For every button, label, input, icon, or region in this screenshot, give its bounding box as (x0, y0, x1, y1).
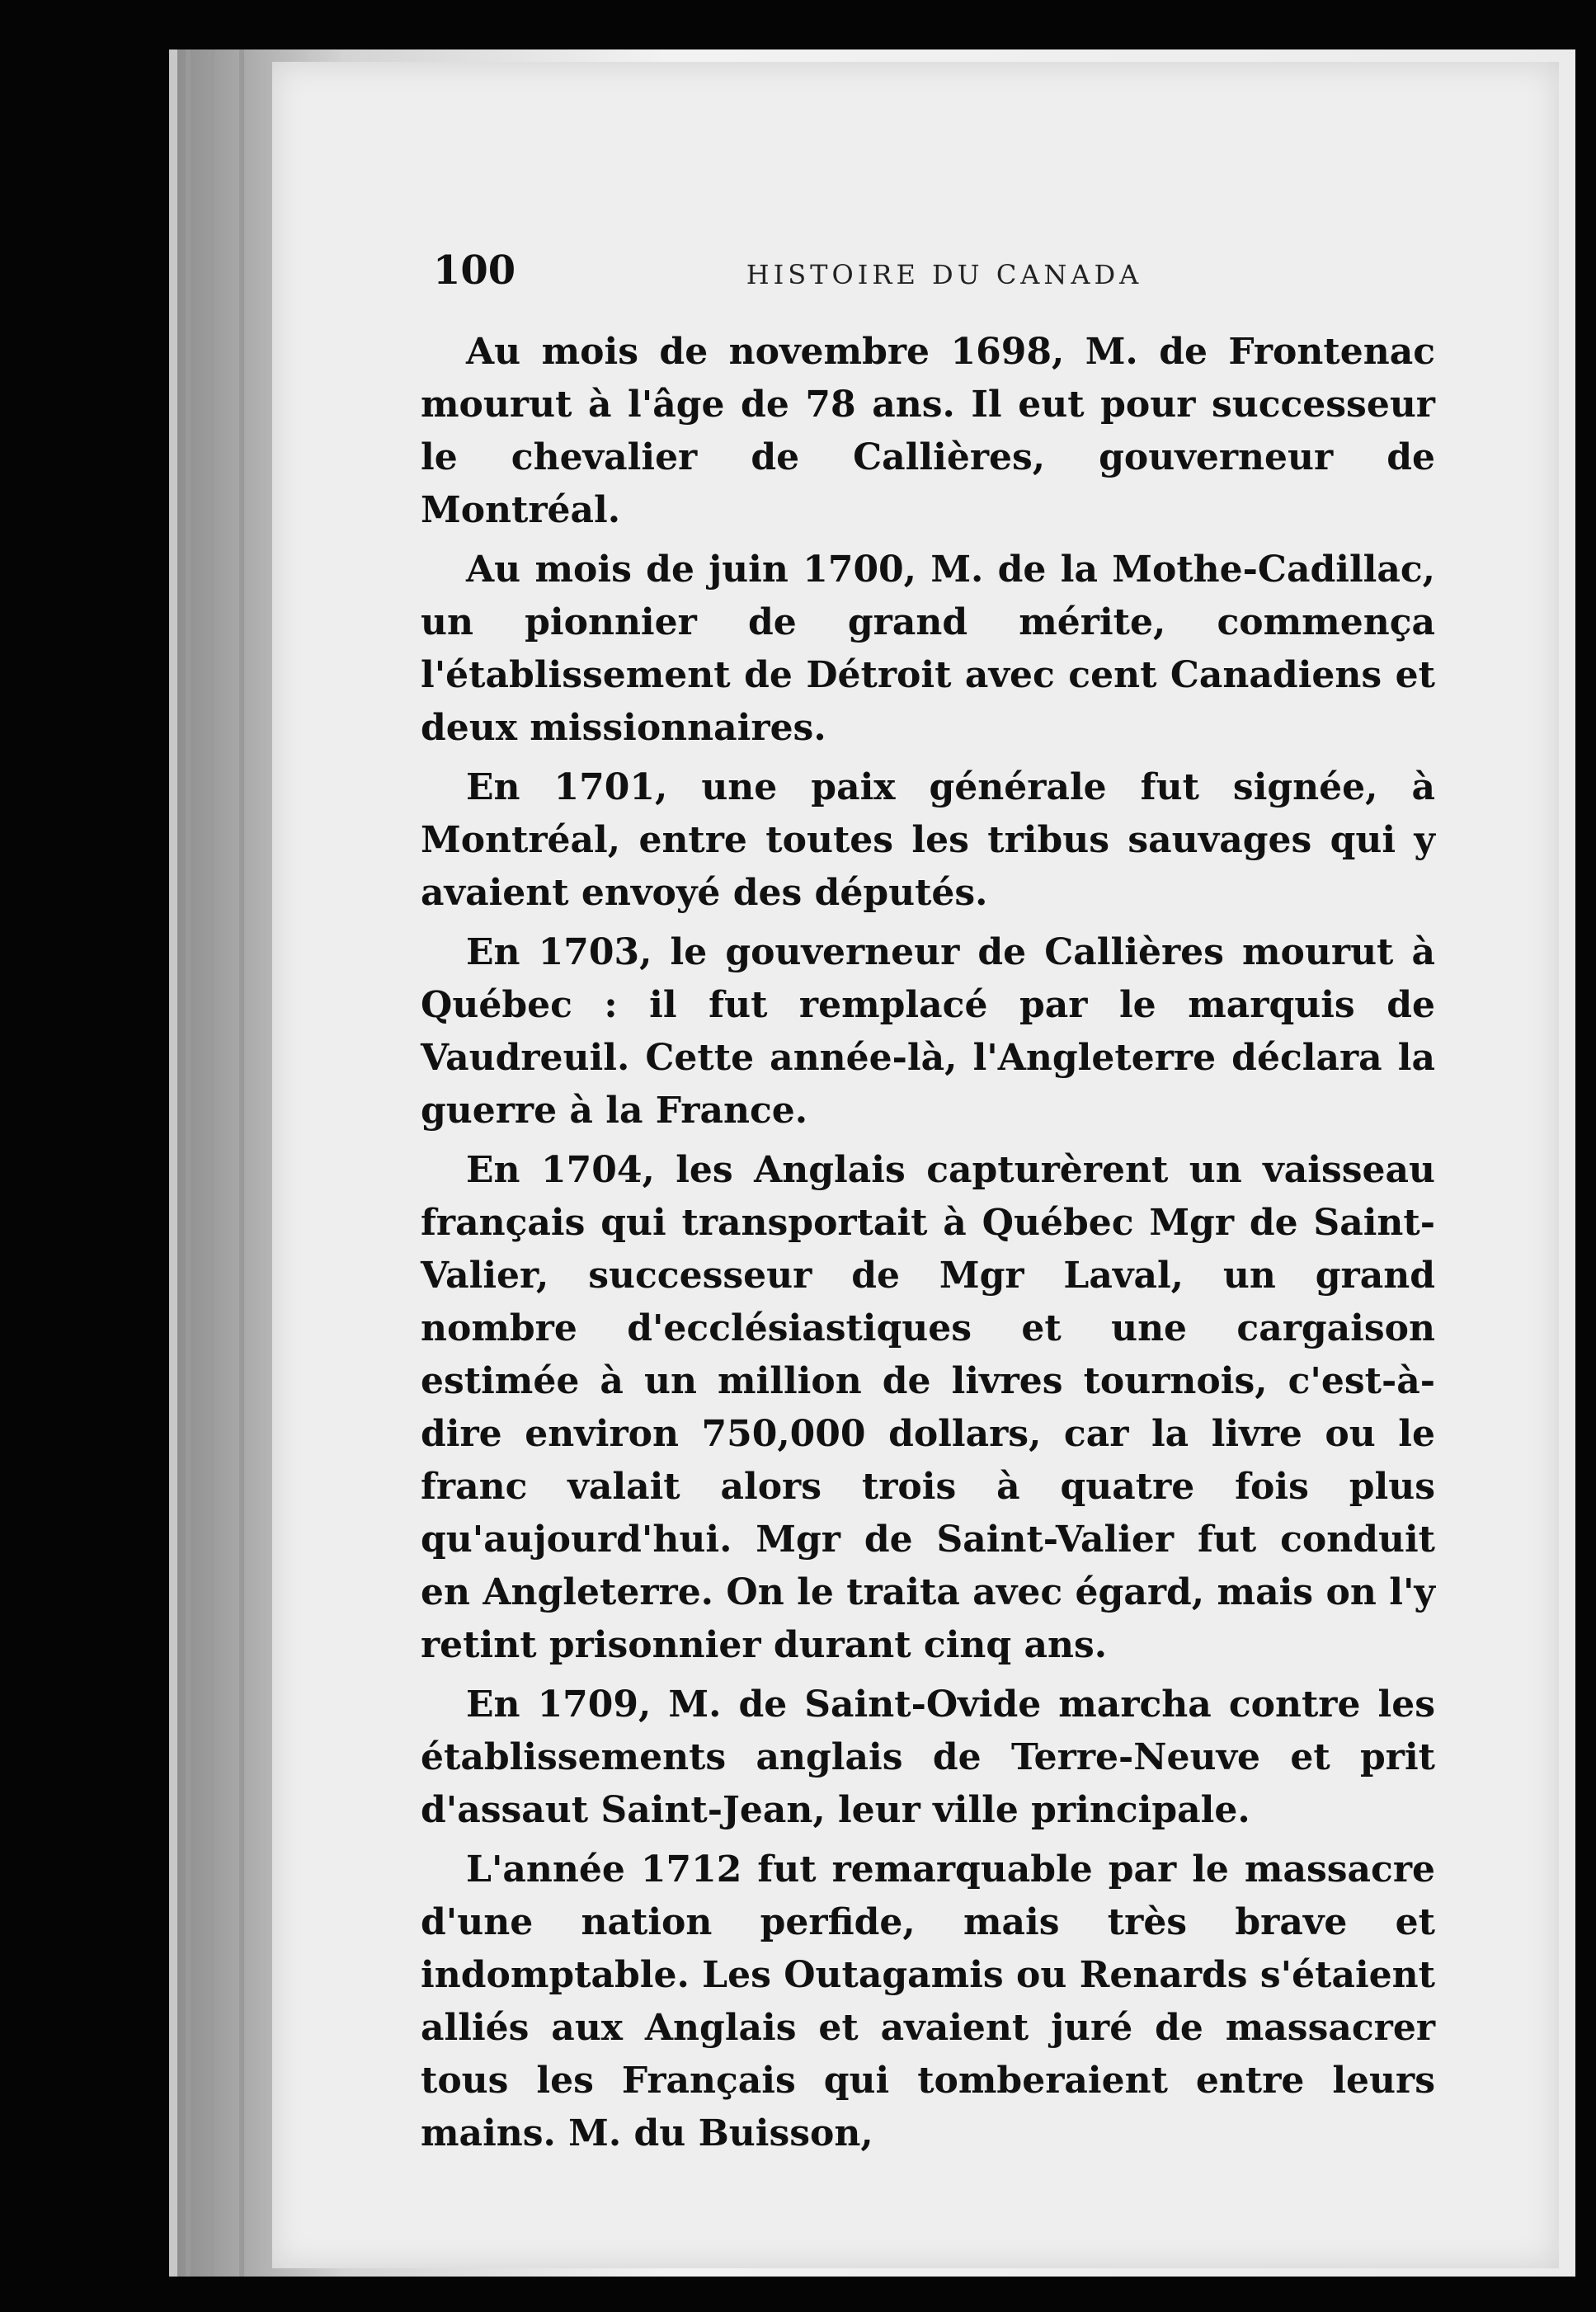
paragraph: Au mois de juin 1700, M. de la Mothe-Cadillac, un pionnier de grand mérite, commença l'établissement de Détroit avec cent Canadiens et deux missionnaires. (421, 549, 1435, 749)
paragraph: En 1704, les Anglais capturèrent un vaisseau français qui transportait à Québec Mgr de Saint-Valier, successeur de Mgr Laval, un grand nombre d'ecclésiastiques et une cargaison estimée à un million de livres tournois, c'est-à-dire environ 750,000 dollars, car la livre ou le franc valait alors trois à quatre fois plus qu'aujourd'hui. Mgr de Saint-Valier fut conduit en Angleterre. On le traita avec égard, mais on l'y retint prisonnier durant cinq ans. (421, 1149, 1435, 1666)
paragraph: En 1709, M. de Saint-Ovide marcha contre les établissements anglais de Terre-Neuve et prit d'assaut Saint-Jean, leur ville principale. (421, 1683, 1435, 1831)
running-title: HISTOIRE DU CANADA (746, 259, 1143, 290)
paragraph: En 1701, une paix générale fut signée, à Montréal, entre toutes les tribus sauvages qui y avaient envoyé des députés. (421, 766, 1435, 914)
page-edge (239, 49, 244, 2277)
page-number: 100 (433, 247, 516, 294)
book-page (272, 62, 1559, 2268)
paragraph: Au mois de novembre 1698, M. de Frontenac mourut à l'âge de 78 ans. Il eut pour successeur le chevalier de Callières, gouverneur de Montréal. (421, 331, 1435, 531)
page-edge (186, 49, 191, 2277)
page-header (433, 247, 1456, 305)
body-text (421, 326, 1435, 2167)
page-edge (210, 49, 214, 2277)
paragraph: L'année 1712 fut remarquable par le massacre d'une nation perfide, mais très brave et indomptable. Les Outagamis ou Renards s'étaient alliés aux Anglais et avaient juré de massacrer tous les Français qui tomberaient entre leurs mains. M. du Buisson, (421, 1848, 1435, 2154)
paragraph: En 1703, le gouverneur de Callières mourut à Québec : il fut remplacé par le marquis de Vaudreuil. Cette année-là, l'Angleterre déclara la guerre à la France. (421, 931, 1435, 1132)
